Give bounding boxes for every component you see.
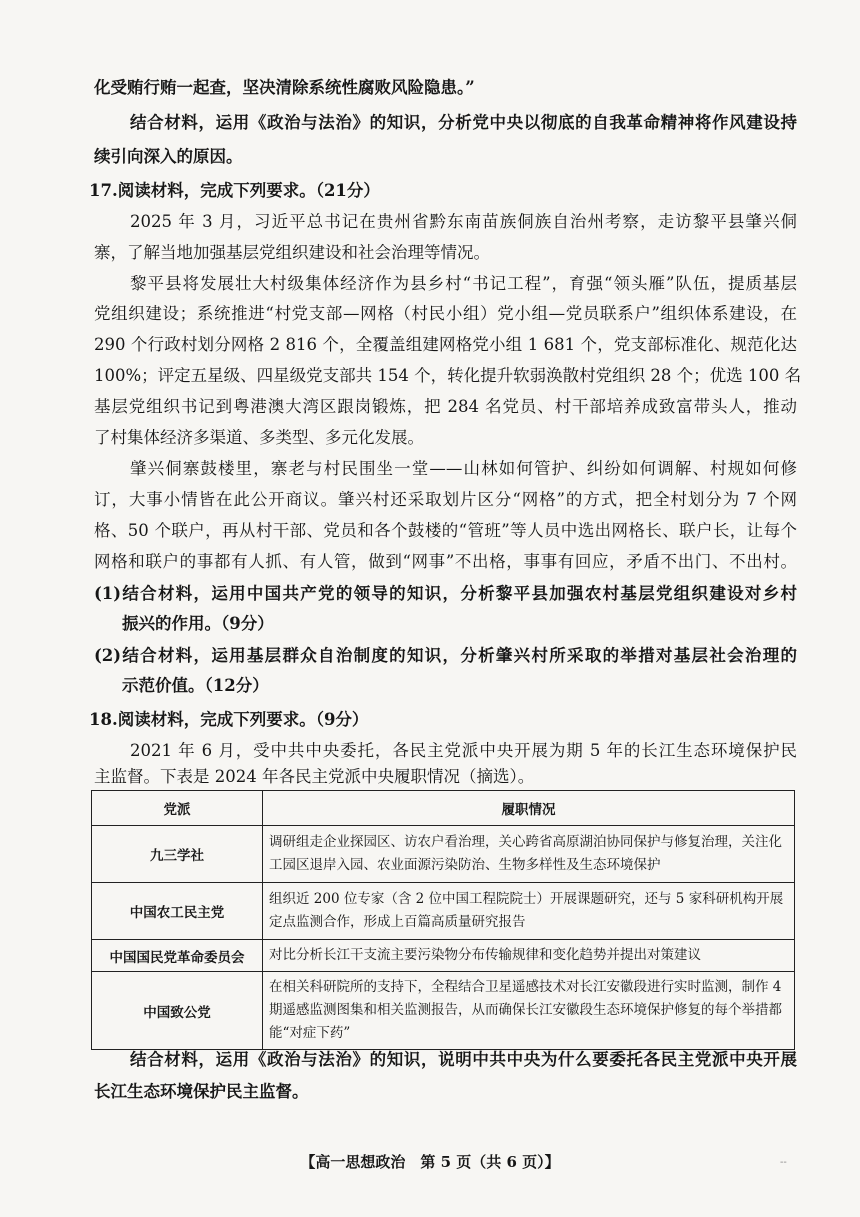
- q17-para3-line-1: 肇兴侗寨鼓楼里，寨老与村民围坐一堂——山林如何管护、纠纷如何调解、村规如何修: [130, 459, 797, 478]
- q18-question-line-1: 结合材料，运用《政治与法治》的知识，说明中共中央为什么要委托各民主党派中央开展: [130, 1050, 797, 1069]
- q17-sub2-line-1: (2)结合材料，运用基层群众自治制度的知识，分析肇兴村所采取的举措对基层社会治理的: [94, 646, 797, 665]
- q17-para2-line-1: 黎平县将发展壮大村级集体经济作为县乡村“书记工程”，育强“领头雁”队伍，提质基层: [130, 274, 797, 293]
- page-footer: 【高一思想政治 第 5 页（共 6 页）】: [300, 1153, 560, 1171]
- q17-sub2-line-2: 示范价值。（12分）: [122, 676, 269, 695]
- table-row: [92, 883, 795, 940]
- table-cell-duty: 对比分析长江干支流主要污染物分布传输规律和变化趋势并提出对策建议: [263, 940, 795, 972]
- q17-para1-line-2: 寨，了解当地加强基层党组织建设和社会治理等情况。: [94, 243, 490, 262]
- q17-sub1-line-1: (1)结合材料，运用中国共产党的领导的知识，分析黎平县加强农村基层党组织建设对乡村: [94, 584, 797, 603]
- table-cell-party: 中国国民党革命委员会: [92, 940, 263, 972]
- q17-para2-line-5: 基层党组织书记到粤港澳大湾区跟岗锻炼，把 284 名党员、村干部培养成致富带头人，推动: [94, 397, 797, 416]
- previous-question-prompt-line-2: 续引向深入的原因。: [94, 147, 243, 166]
- q17-para3-line-3: 格、50 个联户，再从村干部、党员和各个鼓楼的“管班”等人员中选出网格长、联户长，让每个: [94, 521, 797, 540]
- q18-intro-line-2: 主监督。下表是 2024 年各民主党派中央履职情况（摘选）。: [94, 767, 535, 786]
- table-cell-party: 九三学社: [92, 826, 263, 883]
- q17-para2-line-4: 100%；评定五星级、四星级党支部共 154 个，转化提升软弱涣散村党组织 28 个；优选 100 名: [94, 366, 802, 385]
- q17-para1-line-1: 2025 年 3 月，习近平总书记在贵州省黔东南苗族侗族自治州考察，走访黎平县肇兴侗: [130, 212, 797, 231]
- previous-question-tail: 化受贿行贿一起查，坚决清除系统性腐败风险隐患。”: [94, 78, 475, 97]
- q17-para2-line-6: 了村集体经济多渠道、多类型、多元化发展。: [94, 428, 424, 447]
- table-header-party: 党派: [92, 791, 263, 826]
- table-row: [92, 940, 795, 972]
- footer-mark: --: [780, 1157, 787, 1168]
- q17-para2-line-3: 290 个行政村划分网格 2 816 个，全覆盖组建网格党小组 1 681 个，党支部标准化、规范化达: [94, 335, 797, 354]
- table-header-row: [92, 791, 795, 826]
- q17-para3-line-4: 网格和联户的事都有人抓、有人管，做到“网事”不出格，事事有回应，矛盾不出门、不出村。: [94, 552, 797, 571]
- q18-intro-line-1: 2021 年 6 月，受中共中央委托，各民主党派中央开展为期 5 年的长江生态环境保护民: [130, 741, 797, 760]
- table-cell-duty: 调研组走企业探园区、访农户看治理，关心跨省高原湖泊协同保护与修复治理，关注化工园区退岸入园、农业面源污染防治、生物多样性及生态环境保护: [263, 826, 795, 883]
- previous-question-prompt-line-1: 结合材料，运用《政治与法治》的知识，分析党中央以彻底的自我革命精神将作风建设持: [130, 113, 797, 132]
- table-cell-duty: 在相关科研院所的支持下，全程结合卫星遥感技术对长江安徽段进行实时监测，制作 4 期遥感监测图集和相关监测报告，从而确保长江安徽段生态环境保护修复的每个举措都能“对症下药”: [263, 972, 795, 1050]
- q17-sub1-line-2: 振兴的作用。（9分）: [122, 614, 274, 633]
- table-cell-duty: 组织近 200 位专家（含 2 位中国工程院院士）开展课题研究，还与 5 家科研机构开展定点监测合作，形成上百篇高质量研究报告: [263, 883, 795, 940]
- q17-para2-line-2: 党组织建设；系统推进“村党支部—网格（村民小组）党小组—党员联系户”组织体系建设，在: [94, 304, 797, 323]
- q18-question-line-2: 长江生态环境保护民主监督。: [94, 1082, 309, 1101]
- q17-heading: 17.阅读材料，完成下列要求。（21分）: [89, 181, 380, 200]
- table-row: [92, 826, 795, 883]
- table-cell-party: 中国农工民主党: [92, 883, 263, 940]
- table-cell-party: 中国致公党: [92, 972, 263, 1050]
- q17-para3-line-2: 订，大事小情皆在此公开商议。肇兴村还采取划片区分“网格”的方式，把全村划分为 7 个网: [94, 490, 797, 509]
- table-header-duty: 履职情况: [263, 791, 795, 826]
- table-row: [92, 972, 795, 1050]
- q18-heading: 18.阅读材料，完成下列要求。（9分）: [89, 710, 369, 729]
- party-duty-table: [91, 790, 795, 1050]
